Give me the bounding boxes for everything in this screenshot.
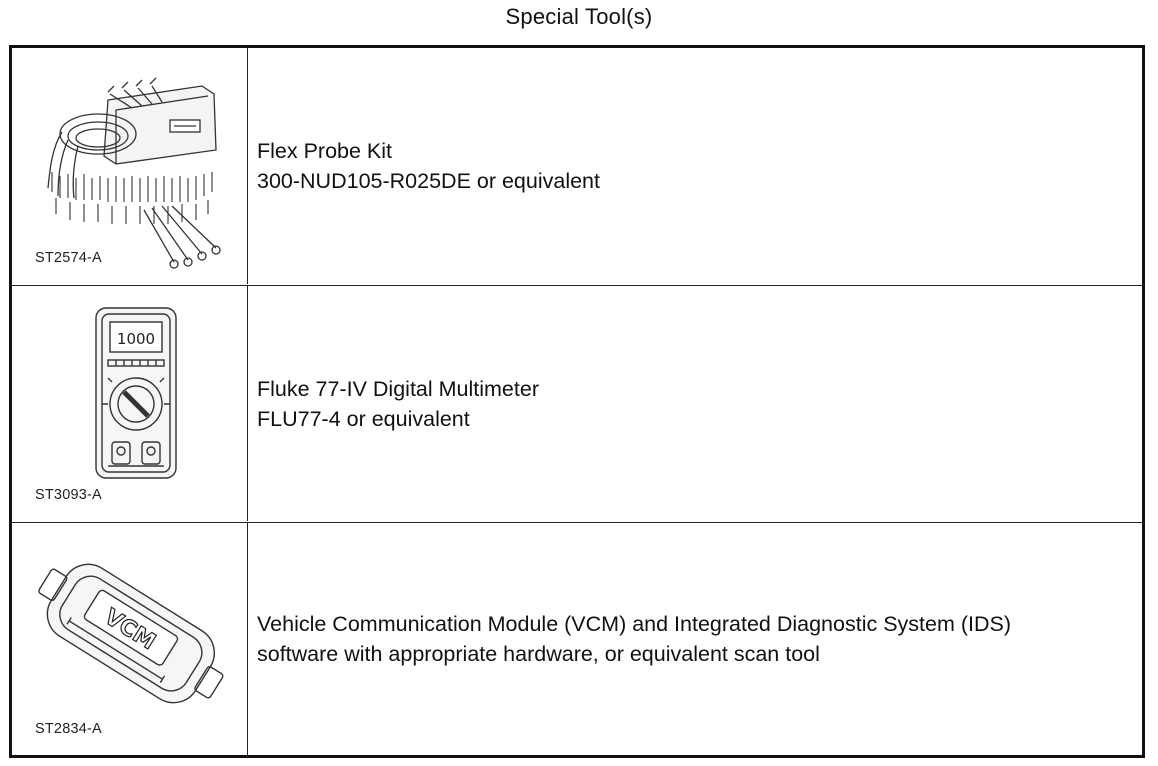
- flex-probe-kit-icon: [12, 48, 248, 284]
- page-title: Special Tool(s): [505, 4, 653, 29]
- figure-number: ST3093-A: [35, 487, 102, 503]
- tool-name: Fluke 77-IV Digital Multimeter: [257, 376, 539, 401]
- multimeter-display-reading: 1000: [116, 330, 156, 348]
- tool-description-cell: [248, 523, 1142, 755]
- tool-part-number: FLU77-4 or equivalent: [257, 406, 470, 431]
- tool-row-flex-probe-kit: [12, 48, 1142, 284]
- tool-description-cell: [248, 48, 1142, 284]
- tool-name: Vehicle Communication Module (VCM) and Integrated Diagnostic System (IDS): [257, 612, 1012, 636]
- tool-description-cell: [248, 286, 1142, 521]
- special-tools-table: [9, 45, 1145, 758]
- tool-row-multimeter: [12, 285, 1142, 521]
- figure-number: ST2834-A: [35, 721, 102, 737]
- tool-part-number: software with appropriate hardware, or equivalent scan tool: [257, 642, 820, 666]
- tool-image-cell: [12, 48, 248, 284]
- tool-image-cell: [12, 286, 248, 521]
- tool-part-number: 300-NUD105-R025DE or equivalent: [257, 169, 600, 193]
- figure-number: ST2574-A: [35, 250, 102, 266]
- vcm-device-label: VCM: [99, 604, 160, 656]
- tool-image-cell: [12, 523, 248, 755]
- tool-name: Flex Probe Kit: [257, 139, 393, 163]
- tool-row-vcm-ids: [12, 522, 1142, 755]
